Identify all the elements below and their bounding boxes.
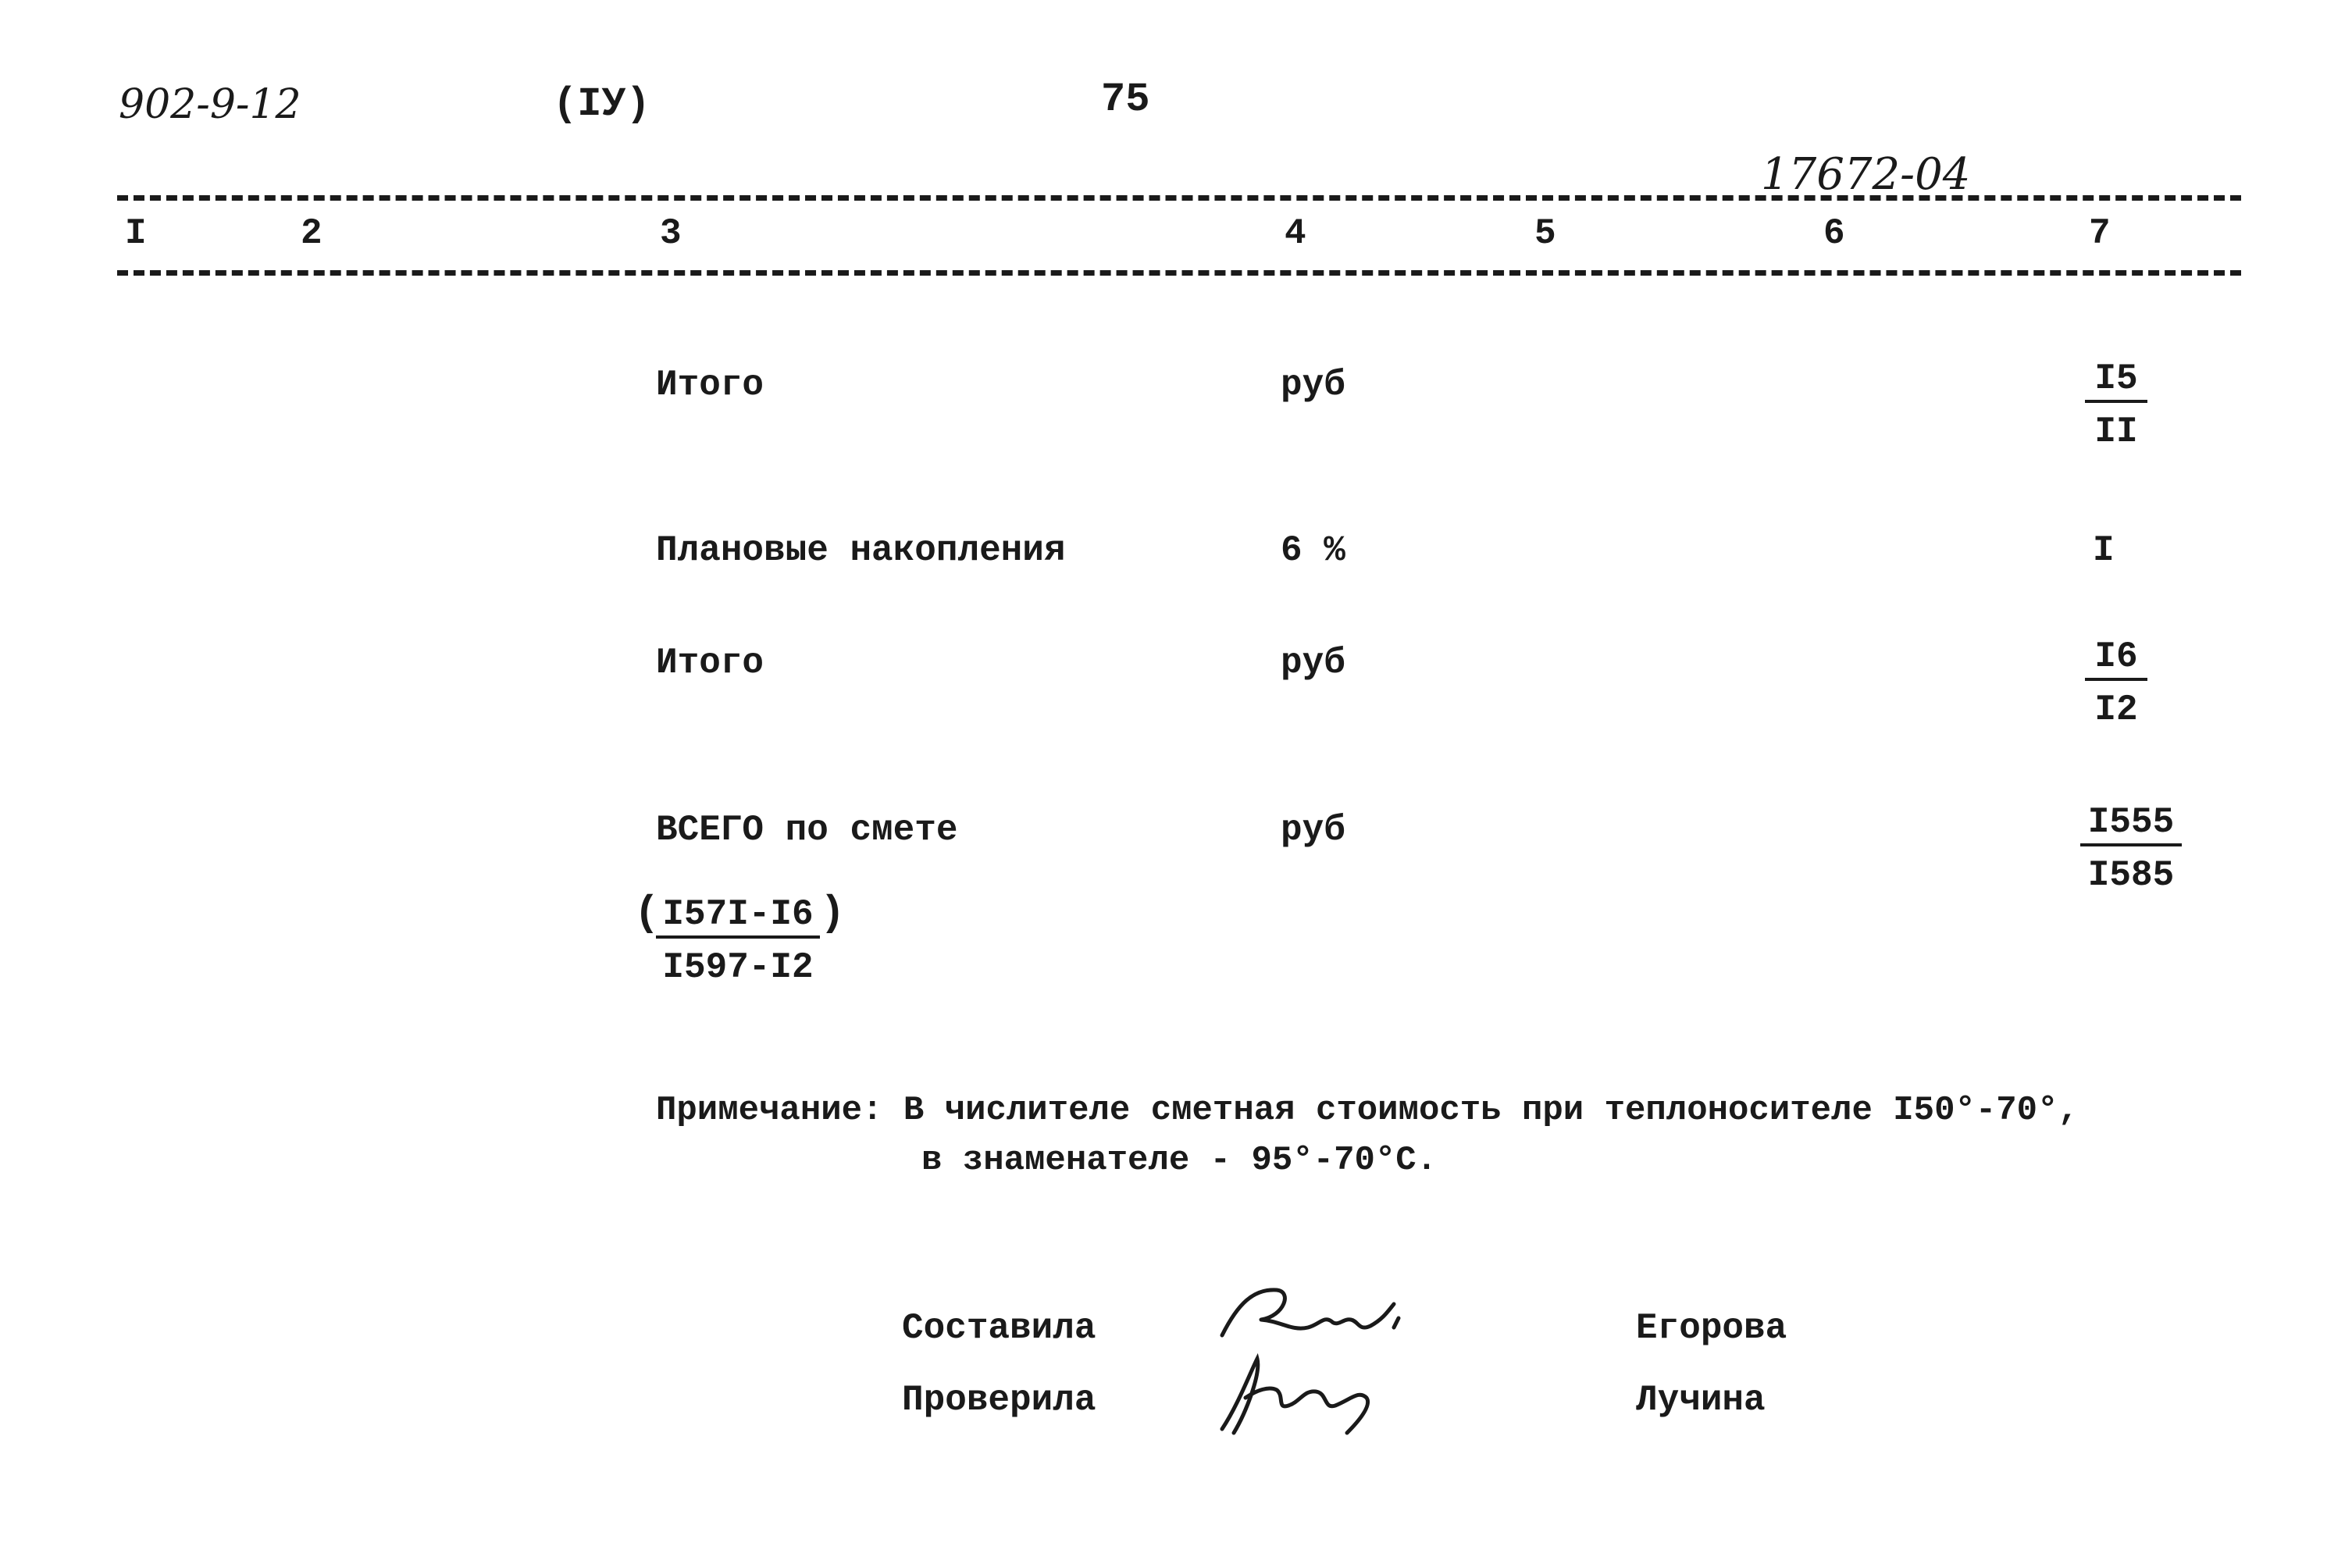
row-rate-planned-savings: 6 % bbox=[1281, 530, 1345, 571]
row-value-estimate-total bbox=[2080, 802, 2182, 896]
value-numerator: I5 bbox=[2085, 361, 2147, 403]
value-denominator: I585 bbox=[2087, 855, 2175, 896]
column-number-6: 6 bbox=[1823, 213, 1845, 254]
value-numerator: I6 bbox=[2085, 639, 2147, 681]
column-number-5: 5 bbox=[1534, 213, 1556, 254]
compiled-by-name: Егорова bbox=[1636, 1308, 1787, 1349]
value-denominator: II bbox=[2094, 412, 2138, 452]
note-line-2: в знаменателе - 95°-70°C. bbox=[921, 1141, 1438, 1180]
row-value-planned-savings: I bbox=[2093, 530, 2115, 571]
alt-total-numerator: I57I-I6 bbox=[656, 896, 820, 939]
row-label-estimate-total: ВСЕГО по смете bbox=[656, 810, 958, 850]
row-unit-subtotal-2: руб bbox=[1281, 643, 1345, 683]
checked-by-signature bbox=[1199, 1343, 1433, 1452]
header-top-rule bbox=[117, 195, 2241, 201]
row-unit-subtotal-1: руб bbox=[1281, 365, 1345, 405]
column-number-7: 7 bbox=[2089, 213, 2111, 254]
checked-by-name: Лучина bbox=[1636, 1380, 1766, 1420]
row-label-subtotal-1: Итого bbox=[656, 365, 764, 405]
row-unit-estimate-total: руб bbox=[1281, 810, 1345, 850]
note-line-1: Примечание: В числителе сметная стоимость при теплоносителе I50°-70°, bbox=[656, 1091, 2079, 1130]
column-number-2: 2 bbox=[301, 213, 323, 254]
header-bottom-rule bbox=[117, 270, 2241, 276]
alt-total-denominator: I597-I2 bbox=[662, 947, 814, 988]
open-parenthesis: ( bbox=[634, 890, 660, 938]
column-number-1: I bbox=[125, 213, 147, 254]
checked-by-label: Проверила bbox=[902, 1380, 1096, 1420]
column-number-3: 3 bbox=[660, 213, 682, 254]
inventory-number: 17672-04 bbox=[1761, 149, 1971, 200]
row-label-subtotal-2: Итого bbox=[656, 643, 764, 683]
row-value-subtotal-1 bbox=[2085, 358, 2147, 452]
alternative-total bbox=[656, 894, 820, 988]
value-numerator: I555 bbox=[2080, 804, 2182, 846]
volume-number: (IУ) bbox=[553, 81, 650, 127]
row-label-planned-savings: Плановые накопления bbox=[656, 530, 1066, 571]
compiled-by-label: Составила bbox=[902, 1308, 1096, 1349]
document-code: 902-9-12 bbox=[119, 81, 301, 128]
close-parenthesis: ) bbox=[820, 890, 846, 938]
page-number: 75 bbox=[1101, 77, 1150, 123]
value-denominator: I2 bbox=[2094, 690, 2138, 730]
row-value-subtotal-2 bbox=[2085, 636, 2147, 730]
column-number-4: 4 bbox=[1285, 213, 1306, 254]
